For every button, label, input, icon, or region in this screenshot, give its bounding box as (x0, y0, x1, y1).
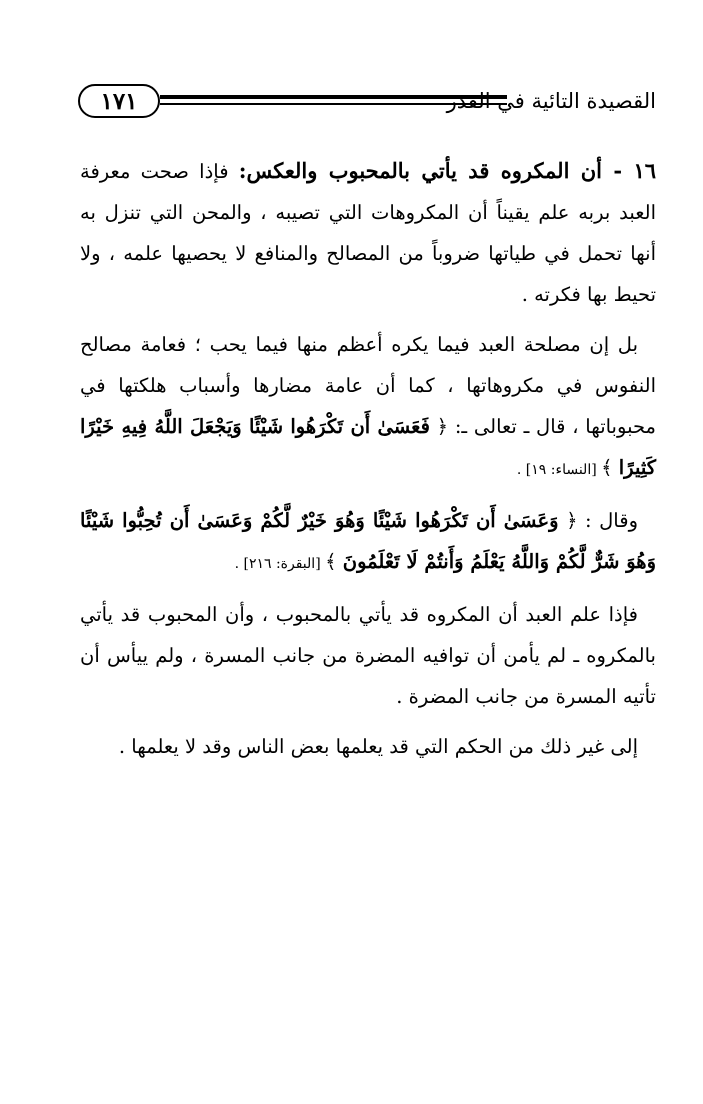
paragraph-4 (80, 594, 656, 717)
paragraph-2-text: بل إن مصلحة العبد فيما يكره أعظم منها فيما يحب ؛ فعامة مصالح النفوس في مكروهاتها ، كما أن عامة مضارها وأسباب هلكتها في محبوباتها ، قال ـ تعالى ـ: (80, 333, 656, 438)
section-heading: ١٦ - أن المكروه قد يأتي بالمحبوب والعكس: (238, 158, 656, 183)
page-header (78, 78, 656, 128)
quran-close-bracket: ﴾ (325, 550, 337, 573)
verse-reference-baqarah: [البقرة: ٢١٦] . (234, 556, 326, 572)
quran-open-bracket: ﴿ (436, 415, 449, 438)
running-title: القصيدة التائية في القدر (446, 89, 656, 113)
quran-verse-nisa: فَعَسَىٰ أَن تَكْرَهُوا شَيْئًا وَيَجْعَلَ اللَّهُ فِيهِ خَيْرًا كَثِيرًا (80, 415, 656, 479)
page-number-text: ١٧١ (100, 87, 138, 115)
quran-open-bracket: ﴿ (566, 509, 578, 532)
verse-reference-nisa: [النساء: ١٩] . (516, 462, 602, 478)
paragraph-section-16 (80, 150, 656, 315)
paragraph-3 (80, 500, 656, 585)
paragraph-3-text: وقال : (577, 509, 638, 532)
paragraph-4-text: فإذا علم العبد أن المكروه قد يأتي بالمحبوب ، وأن المحبوب قد يأتي بالمكروه ـ لم يأمن أن توافيه المضرة من جانب المسرة ، ولم ييأس أن تأتيه المسرة من جانب المضرة . (80, 603, 656, 708)
paragraph-5-text: إلى غير ذلك من الحكم التي قد يعلمها بعض الناس وقد لا يعلمها . (118, 735, 638, 758)
section-16-text: فإذا صحت معرفة العبد بربه علم يقيناً أن المكروهات التي تصيبه ، والمحن التي تنزل به أنها تحمل في طياتها ضروباً من المصالح والمنافع لا يحصيها علمه ، ولا تحيط بها فكرته . (80, 160, 656, 306)
paragraph-5 (80, 726, 656, 767)
paragraph-2 (80, 324, 656, 491)
page-body (80, 150, 656, 776)
quran-verse-baqarah: وَعَسَىٰ أَن تَكْرَهُوا شَيْئًا وَهُوَ خَيْرٌ لَّكُمْ وَعَسَىٰ أَن تُحِبُّوا شَيْئًا وَهُوَ شَرٌّ لَّكُمْ وَاللَّهُ يَعْلَمُ وَأَنتُمْ لَا تَعْلَمُونَ (80, 509, 656, 573)
quran-close-bracket: ﴾ (601, 456, 613, 479)
page-number (78, 84, 160, 118)
